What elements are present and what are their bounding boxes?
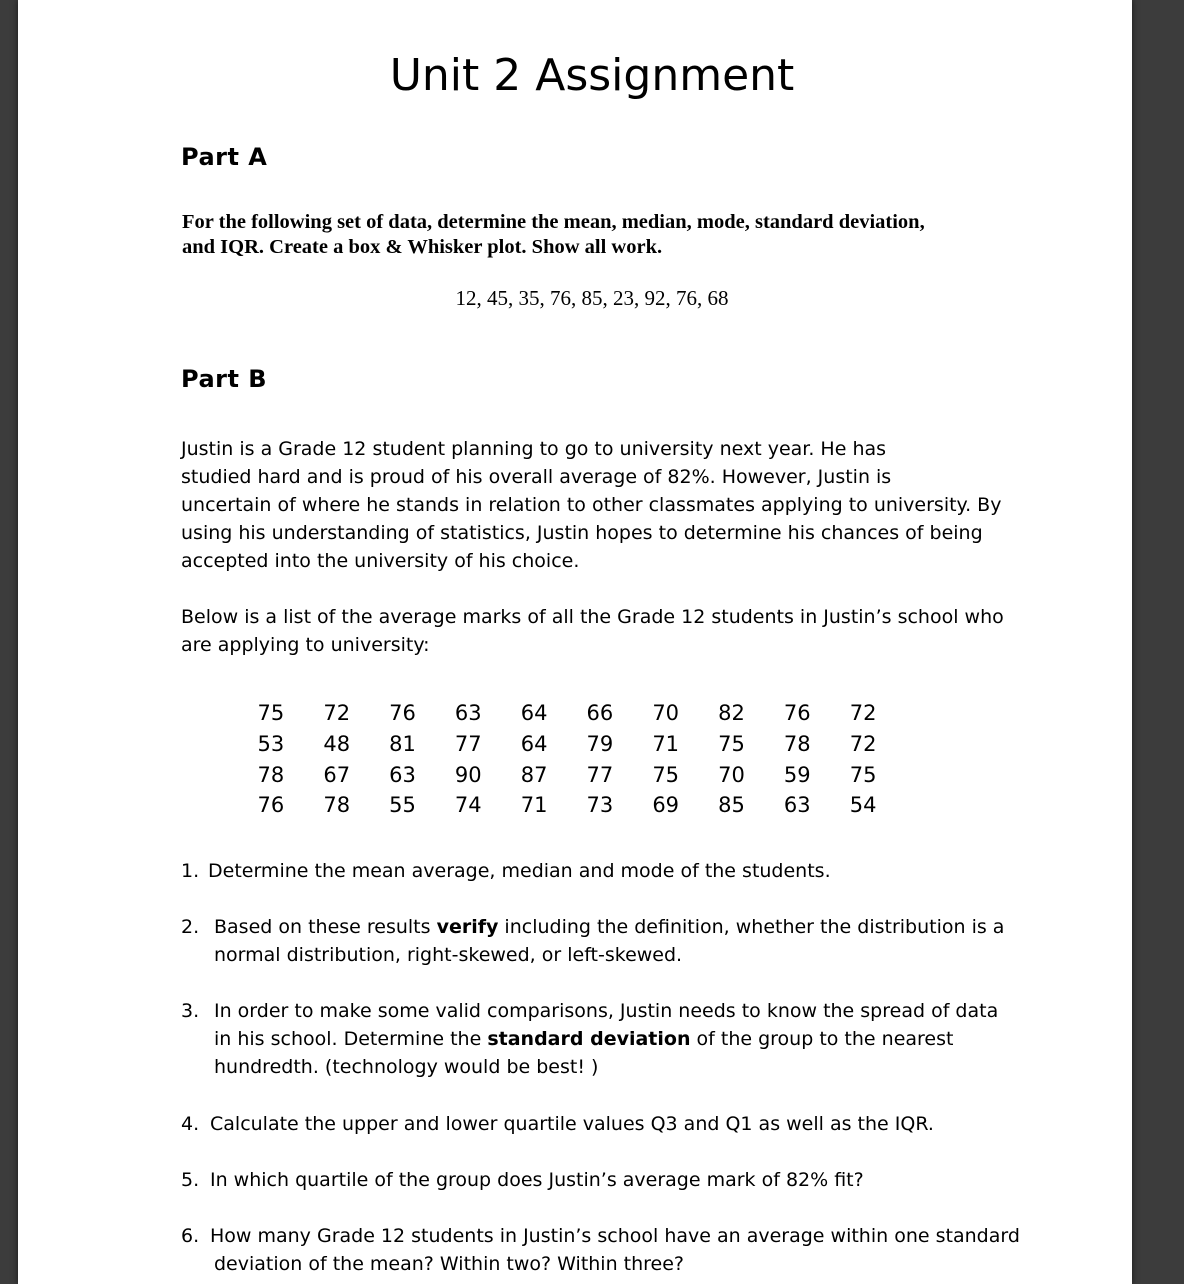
question-text bbox=[214, 913, 1021, 941]
mark-cell: 78 bbox=[783, 732, 811, 757]
question-number: 5. bbox=[181, 1169, 200, 1191]
question-text-part: of the group to the nearest bbox=[690, 1028, 954, 1050]
document-page bbox=[18, 0, 1132, 1284]
mark-cell: 71 bbox=[652, 732, 680, 757]
mark-cell: 70 bbox=[652, 701, 680, 726]
part-a-instructions bbox=[182, 210, 1002, 260]
question-text: normal distribution, right-skewed, or left-skewed. bbox=[214, 944, 683, 966]
paragraph-line: Below is a list of the average marks of all the Grade 12 students in Justin’s school who bbox=[181, 606, 1004, 628]
mark-cell: 72 bbox=[849, 732, 877, 757]
part-b-heading: Part B bbox=[181, 365, 268, 393]
table-row bbox=[238, 790, 896, 821]
mark-cell: 55 bbox=[389, 793, 416, 818]
paragraph-line: uncertain of where he stands in relation to other classmates applying to university. By bbox=[181, 494, 1002, 516]
paragraph-line: Justin is a Grade 12 student planning to go to university next year. He has bbox=[181, 438, 887, 460]
mark-cell: 63 bbox=[783, 793, 811, 818]
question-4 bbox=[181, 1110, 1021, 1138]
mark-cell: 75 bbox=[257, 701, 285, 726]
mark-cell: 76 bbox=[389, 701, 416, 726]
question-number: 2. bbox=[181, 916, 200, 938]
mark-cell: 78 bbox=[257, 762, 285, 787]
mark-cell: 77 bbox=[454, 732, 482, 757]
question-number: 6. bbox=[181, 1225, 200, 1247]
question-text: hundredth. (technology would be best! ) bbox=[214, 1056, 599, 1078]
instruction-line: and IQR. Create a box & Whisker plot. Show all work. bbox=[182, 236, 663, 258]
question-text: Calculate the upper and lower quartile values Q3 and Q1 as well as the IQR. bbox=[210, 1113, 934, 1135]
mark-cell: 79 bbox=[586, 732, 614, 757]
mark-cell: 69 bbox=[652, 793, 680, 818]
question-text: In which quartile of the group does Justin’s average mark of 82% fit? bbox=[210, 1169, 864, 1191]
mark-cell: 48 bbox=[323, 732, 351, 757]
question-2 bbox=[181, 913, 1021, 969]
mark-cell: 78 bbox=[323, 793, 351, 818]
table-row bbox=[238, 729, 896, 760]
question-number: 4. bbox=[181, 1113, 200, 1135]
question-number: 3. bbox=[181, 1000, 200, 1022]
mark-cell: 72 bbox=[849, 701, 877, 726]
mark-cell: 81 bbox=[389, 732, 416, 757]
part-a-data-set: 12, 45, 35, 76, 85, 23, 92, 76, 68 bbox=[455, 286, 729, 310]
question-text: How many Grade 12 students in Justin’s school have an average within one standard bbox=[210, 1225, 1020, 1247]
question-6 bbox=[181, 1222, 1021, 1278]
question-text-part: Based on these results bbox=[214, 916, 437, 938]
question-text-part: including the definition, whether the distribution is a bbox=[498, 916, 1005, 938]
mark-cell: 75 bbox=[718, 732, 745, 757]
table-row bbox=[238, 698, 896, 729]
marks-list-intro bbox=[181, 603, 1011, 659]
mark-cell: 64 bbox=[520, 701, 548, 726]
mark-cell: 82 bbox=[718, 701, 745, 726]
paragraph-line: are applying to university: bbox=[181, 634, 430, 656]
question-1 bbox=[181, 857, 1021, 885]
part-b-intro-paragraph bbox=[181, 435, 1011, 575]
mark-cell: 77 bbox=[586, 762, 614, 787]
mark-cell: 90 bbox=[454, 762, 482, 787]
mark-cell: 76 bbox=[783, 701, 811, 726]
mark-cell: 66 bbox=[586, 701, 614, 726]
mark-cell: 67 bbox=[323, 762, 351, 787]
mark-cell: 75 bbox=[652, 762, 680, 787]
paragraph-line: accepted into the university of his choice. bbox=[181, 550, 580, 572]
marks-table bbox=[238, 698, 896, 821]
mark-cell: 54 bbox=[849, 793, 877, 818]
mark-cell: 85 bbox=[718, 793, 745, 818]
mark-cell: 71 bbox=[520, 793, 548, 818]
paragraph-line: studied hard and is proud of his overall average of 82%. However, Justin is bbox=[181, 466, 892, 488]
mark-cell: 70 bbox=[718, 762, 745, 787]
mark-cell: 73 bbox=[586, 793, 614, 818]
page-title: Unit 2 Assignment bbox=[389, 50, 795, 101]
mark-cell: 72 bbox=[323, 701, 351, 726]
emphasis-verify: verify bbox=[436, 916, 499, 938]
mark-cell: 59 bbox=[783, 762, 811, 787]
part-a-heading: Part A bbox=[181, 143, 268, 171]
question-text: deviation of the mean? Within two? Within three? bbox=[214, 1253, 685, 1275]
mark-cell: 64 bbox=[520, 732, 548, 757]
mark-cell: 53 bbox=[257, 732, 285, 757]
question-3 bbox=[181, 997, 1021, 1081]
question-text: In order to make some valid comparisons, Justin needs to know the spread of data bbox=[214, 1000, 999, 1022]
question-text bbox=[214, 1025, 1021, 1053]
emphasis-standard-deviation: standard deviation bbox=[487, 1028, 691, 1050]
question-text: Determine the mean average, median and mode of the students. bbox=[208, 860, 831, 882]
question-number: 1. bbox=[181, 860, 200, 882]
instruction-line: For the following set of data, determine the mean, median, mode, standard deviation, bbox=[182, 211, 925, 233]
mark-cell: 74 bbox=[454, 793, 482, 818]
mark-cell: 76 bbox=[257, 793, 285, 818]
mark-cell: 63 bbox=[454, 701, 482, 726]
question-text-part: in his school. Determine the bbox=[214, 1028, 488, 1050]
table-row bbox=[238, 759, 896, 790]
mark-cell: 63 bbox=[389, 762, 416, 787]
question-5 bbox=[181, 1166, 1021, 1194]
paragraph-line: using his understanding of statistics, Justin hopes to determine his chances of being bbox=[181, 522, 983, 544]
mark-cell: 87 bbox=[520, 762, 548, 787]
mark-cell: 75 bbox=[849, 762, 877, 787]
